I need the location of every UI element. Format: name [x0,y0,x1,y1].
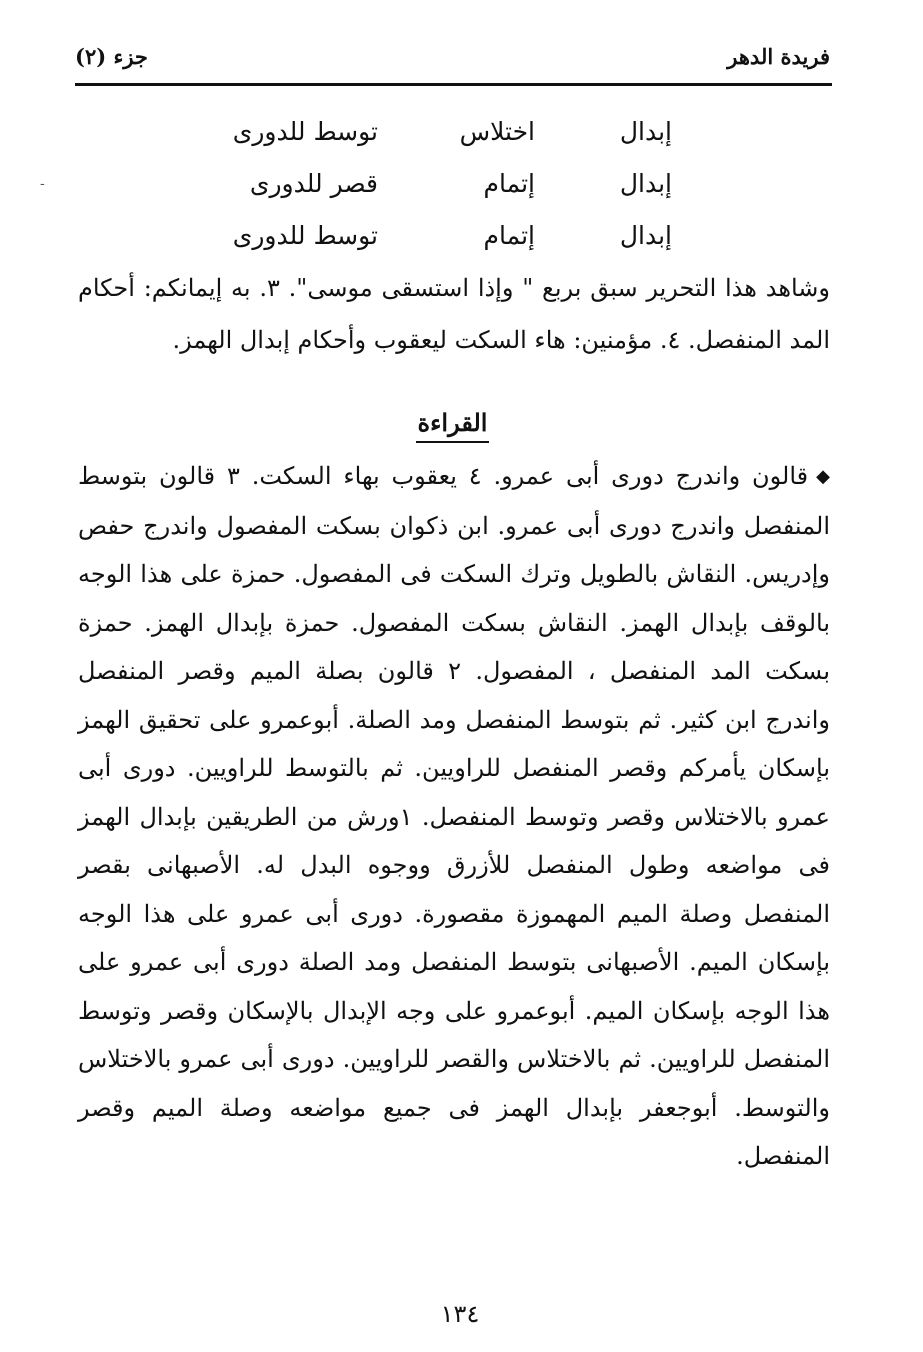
reading-paragraph [78,452,830,1181]
table-cell: إبدال [619,221,672,250]
table-cell: إتمام [483,169,535,198]
table-row [200,117,700,169]
table-cell: اختلاس [459,117,535,146]
section-heading-text: القراءة [416,408,490,443]
table-row [200,169,700,221]
diamond-bullet-icon: ◆ [816,466,831,488]
part-label: جزء (٢) [75,43,148,69]
table-cell: إتمام [483,221,535,250]
evidence-paragraph: وشاهد هذا التحرير سبق بربع " وإذا استسقى موسى". ٣. به إيمانكم: أحكام المد المنفصل. ٤. مؤمنين: هاء السكت ليعقوب وأحكام إبدال الهمز. [78,274,830,354]
table-cell: توسط للدورى [232,117,378,146]
readings-table [200,117,700,273]
running-header [75,36,830,76]
table-cell: توسط للدورى [232,221,378,250]
scan-speck: - [40,176,45,192]
reading-text: قالون واندرج دورى أبى عمرو. ٤ يعقوب بهاء السكت. ٣ قالون بتوسط المنفصل واندرج دورى أبى عمرو. ابن ذكوان بسكت المفصول واندرج حفص وإدريس. النقاش بالطويل وترك السكت فى المفصول. حمزة على هذا الوجه بالوقف بإبدال الهمز. النقاش بسكت المفصول. حمزة بإبدال الهمز. حمزة بسكت المد المنفصل ، المفصول. ٢ قالون بصلة الميم وقصر المنفصل واندرج ابن كثير. ثم بتوسط المنفصل ومد الصلة. أبوعمرو على تحقيق الهمز بإسكان يأمركم وقصر المنفصل للراويين. ثم بالتوسط للراويين. دورى أبى عمرو بالاختلاس وقصر وتوسط المنفصل. ١ورش من الطريقين بإبدال الهمز فى مواضعه وطول المنفصل للأزرق ووجوه البدل له. الأصبهانى بقصر المنفصل وصلة الميم المهموزة مقصورة. دورى أبى عمرو على هذا الوجه بإسكان الميم. الأصبهانى بتوسط المنفصل ومد الصلة دورى أبى عمرو على هذا الوجه بإسكان الميم. أبوعمرو على وجه الإبدال بالإسكان وقصر وتوسط المنفصل للراويين. ثم بالاختلاس والقصر للراويين. دورى أبى عمرو بالاختلاس والتوسط. أبوجعفر بإبدال الهمز فى جميع مواضعه وصلة الميم وقصر المنفصل. [78,462,830,1171]
table-cell: إبدال [619,117,672,146]
table-cell: قصر للدورى [249,169,378,198]
page-number: ١٣٤ [440,1300,480,1328]
table-cell: إبدال [619,169,672,198]
book-title: فريدة الدهر [727,43,830,69]
header-rule [75,83,832,86]
section-heading [380,408,525,437]
